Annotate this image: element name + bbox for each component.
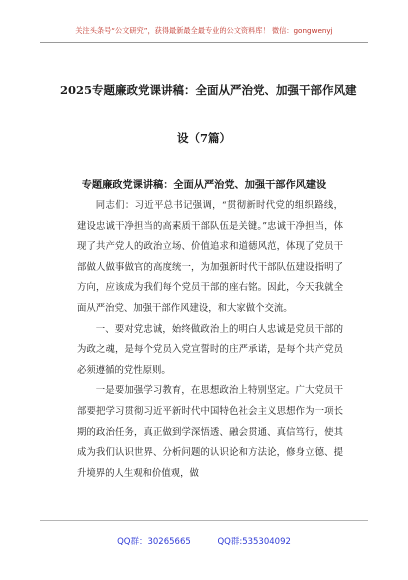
- footer: [0, 535, 408, 547]
- header-banner: 关注头条号“公文研究”，获得最新最全最专业的公文资料库！ 微信：gongwenyj: [75, 26, 333, 35]
- footer-divider: [40, 520, 368, 521]
- document-title-line-2: 设（7篇）: [176, 131, 231, 145]
- footer-qq-group-2: QQ群:535304092: [217, 537, 291, 547]
- body-text: [77, 196, 343, 484]
- footer-qq-group-1: QQ群：30265665: [117, 537, 191, 547]
- section-title: 专题廉政党课讲稿：全面从严治党、加强干部作风建设: [81, 179, 327, 191]
- paragraph-2: 一、要对党忠诚，始终做政治上的明白人忠诚是党员干部的为政之魂，是每个党员入党宣誓时的庄严承诺，是每个共产党员必须遵循的党性原则。: [77, 323, 343, 376]
- header-divider: [40, 42, 368, 43]
- paragraph-1: 同志们：习近平总书记强调，“贯彻新时代党的组织路线，建设忠诚干净担当的高素质干部队伍是关键。”忠诚干净担当，体现了共产党人的政治立场、价值追求和道德风范，体现了党员干部做人做事做官的高度统一，为加强新时代干部队伍建设指明了方向，应该成为我们每个党员干部的座右铭。因此，今天我就全面从严治党、加强干部作风建设，和大家做个交流。: [77, 200, 343, 314]
- paragraph-3: 一是要加强学习教育，在思想政治上特别坚定。广大党员干部要把学习贯彻习近平新时代中国特色社会主义思想作为一项长期的政治任务，真正做到学深悟透、融会贯通、真信笃行，使其成为我们认识世界、分析问题的认识论和方法论，修身立德、提升境界的人生观和价值观，做: [77, 385, 343, 479]
- document-title-line-1: 2025专题廉政党课讲稿：全面从严治党、加强干部作风建: [60, 83, 357, 97]
